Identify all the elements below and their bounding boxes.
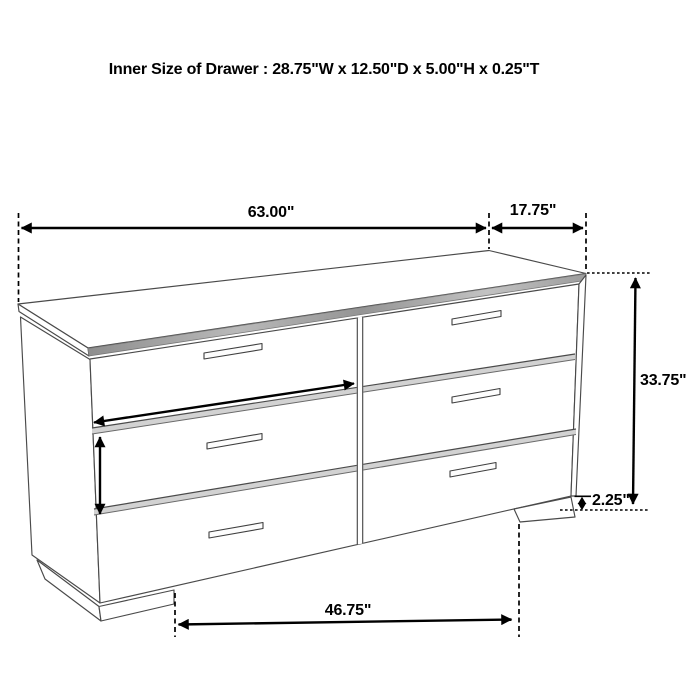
top-depth-dimension-label: 17.75" xyxy=(509,202,557,219)
left-side-panel xyxy=(21,317,101,603)
inner-drawer-size-title: Inner Size of Drawer : 28.75"W x 12.50"D x 5.00"H x 0.25"T xyxy=(108,61,540,78)
arrow-base-height xyxy=(575,496,592,510)
arrow-overall-height xyxy=(633,278,636,504)
center-divider xyxy=(357,317,363,545)
leg-spacing-dimension-label: 46.75" xyxy=(324,602,372,619)
dresser-outline xyxy=(18,251,586,622)
top-width-dimension-label: 63.00" xyxy=(247,204,295,221)
overall-height-dimension-label: 33.75" xyxy=(640,372,687,389)
base-height-dimension-label: 2.25" xyxy=(592,492,630,509)
arrow-leg-spacing xyxy=(179,620,512,625)
